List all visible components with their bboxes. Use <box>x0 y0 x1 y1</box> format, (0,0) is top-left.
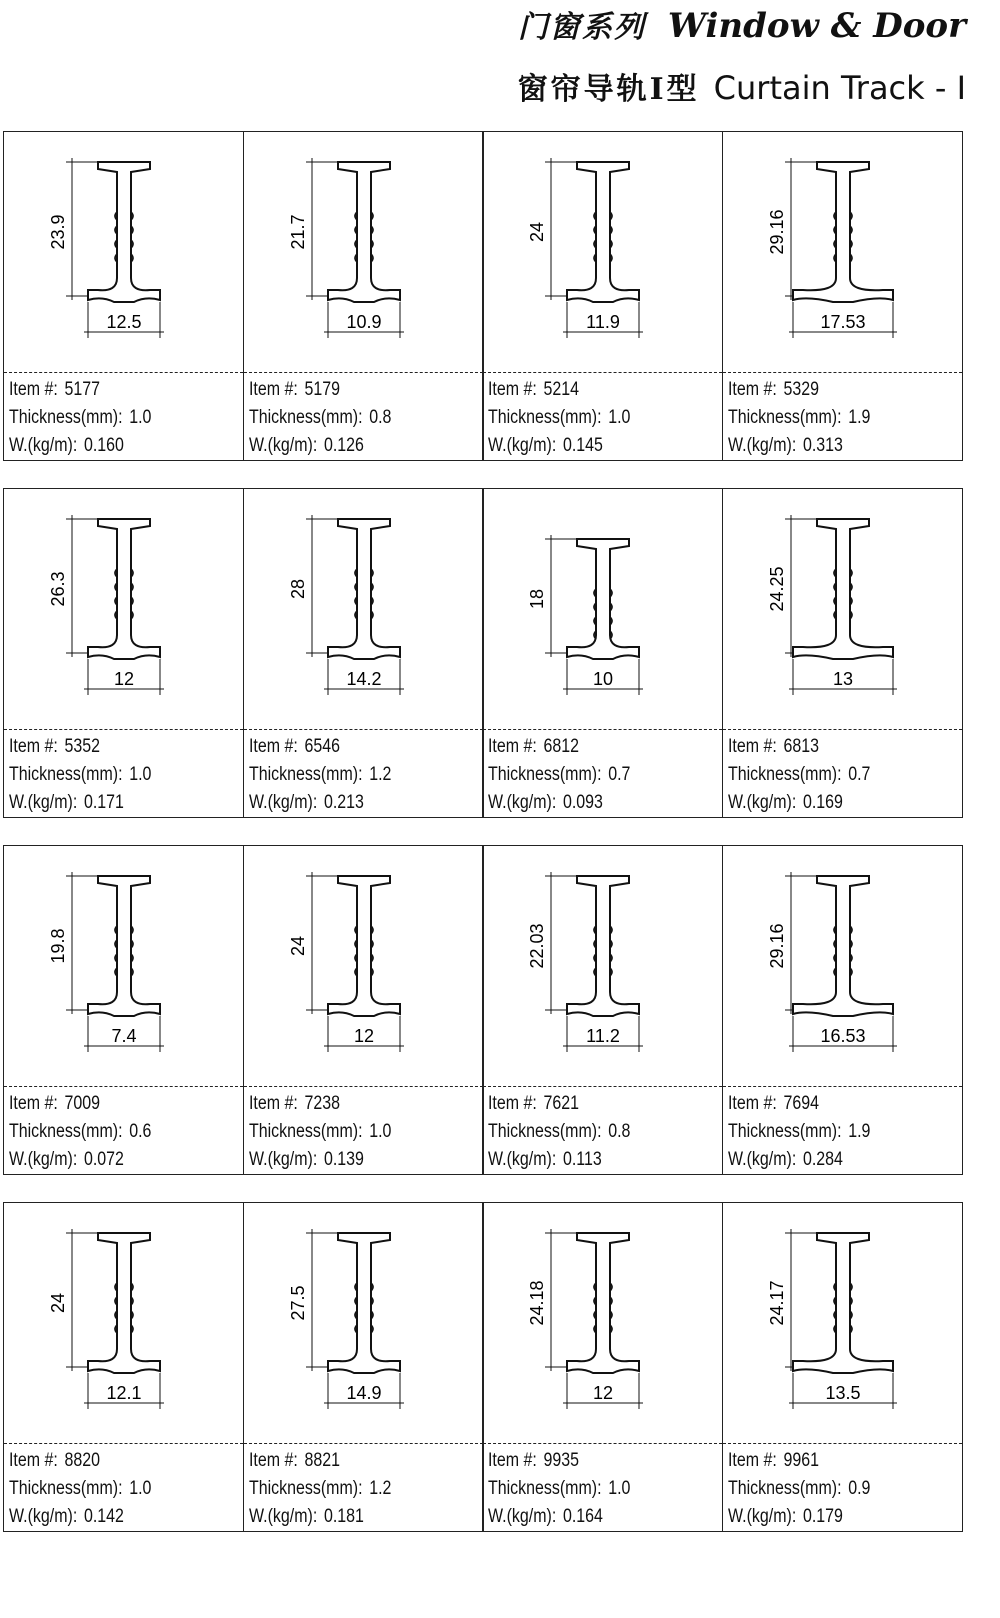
profile-card <box>243 1202 484 1532</box>
item-number-line <box>249 1090 391 1118</box>
weight-label: W.(kg/m): <box>727 792 796 813</box>
dashed-divider <box>244 729 483 730</box>
thickness-value: 1.9 <box>847 1121 870 1142</box>
item-number-label: Item #: <box>727 736 777 757</box>
weight-label: W.(kg/m): <box>488 792 557 813</box>
profile-specs <box>9 733 151 817</box>
dashed-divider <box>723 1443 962 1444</box>
thickness-line <box>728 404 870 432</box>
weight-line <box>488 1146 630 1174</box>
profile-drawing <box>4 132 242 372</box>
item-number-value: 8820 <box>64 1450 101 1471</box>
thickness-label: Thickness(mm): <box>488 407 602 428</box>
dashed-divider <box>723 372 962 373</box>
thickness-label: Thickness(mm): <box>9 764 123 785</box>
dashed-divider <box>723 729 962 730</box>
thickness-value: 1.0 <box>129 407 152 428</box>
profile-drawing-area <box>244 489 482 729</box>
height-dimension: 24.18 <box>527 1280 547 1326</box>
thickness-line <box>9 1475 151 1503</box>
dashed-divider <box>4 729 243 730</box>
item-number-label: Item #: <box>248 736 298 757</box>
item-number-label: Item #: <box>488 736 537 757</box>
width-dimension: 17.53 <box>819 312 866 332</box>
profile-card <box>482 488 723 818</box>
profile-outline <box>567 162 639 302</box>
profile-drawing <box>723 132 961 372</box>
profile-drawing <box>244 132 482 372</box>
width-dimension: 7.4 <box>111 1026 137 1046</box>
weight-label: W.(kg/m): <box>727 1149 796 1170</box>
weight-value: 0.284 <box>802 1149 843 1170</box>
item-number-label: Item #: <box>488 379 537 400</box>
profile-drawing <box>723 846 961 1086</box>
weight-value: 0.072 <box>83 1149 124 1170</box>
item-number-value: 6546 <box>304 736 340 757</box>
item-number-value: 5329 <box>783 379 819 400</box>
thickness-value: 0.8 <box>368 407 391 428</box>
item-number-label: Item #: <box>248 379 298 400</box>
profile-specs <box>488 733 630 817</box>
title-line <box>518 2 966 46</box>
width-dimension: 13.5 <box>824 1383 861 1403</box>
item-number-line <box>9 1447 151 1475</box>
thickness-label: Thickness(mm): <box>9 1121 123 1142</box>
item-number-label: Item #: <box>727 1093 777 1114</box>
weight-value: 0.313 <box>802 435 843 456</box>
profile-specs <box>728 1447 870 1531</box>
width-dimension: 12.5 <box>106 312 142 332</box>
profile-specs <box>249 376 391 460</box>
width-dimension: 14.9 <box>345 1383 382 1403</box>
item-number-value: 6813 <box>783 736 819 757</box>
profile-drawing-area <box>723 846 961 1086</box>
item-number-value: 7009 <box>64 1093 101 1114</box>
weight-label: W.(kg/m): <box>488 1506 557 1527</box>
profile-card <box>482 131 723 461</box>
item-number-line <box>488 1447 630 1475</box>
dashed-divider <box>4 1443 243 1444</box>
thickness-value: 1.0 <box>608 407 631 428</box>
profile-drawing <box>483 132 721 372</box>
profile-card <box>243 845 484 1175</box>
dashed-divider <box>483 1086 722 1087</box>
thickness-value: 1.0 <box>608 1478 631 1499</box>
profile-card <box>722 131 963 461</box>
profile-drawing <box>244 846 482 1086</box>
item-number-value: 7694 <box>783 1093 819 1114</box>
profile-outline <box>567 1233 639 1373</box>
profile-row <box>3 845 967 1177</box>
height-dimension: 27.5 <box>287 1285 308 1321</box>
profile-drawing <box>723 489 961 729</box>
width-dimension: 12 <box>113 669 135 689</box>
weight-label: W.(kg/m): <box>9 792 78 813</box>
weight-line <box>249 789 391 817</box>
height-dimension: 23.9 <box>48 214 68 250</box>
thickness-line <box>249 404 391 432</box>
profile-specs <box>249 1447 391 1531</box>
item-number-line <box>488 733 630 761</box>
thickness-label: Thickness(mm): <box>248 1478 363 1499</box>
thickness-line <box>249 1475 391 1503</box>
item-number-line <box>9 1090 151 1118</box>
weight-value: 0.126 <box>323 435 364 456</box>
weight-value: 0.145 <box>562 435 603 456</box>
height-dimension: 18 <box>527 588 547 610</box>
item-number-line <box>488 1090 630 1118</box>
subtitle-line <box>518 64 966 108</box>
weight-label: W.(kg/m): <box>488 435 557 456</box>
profile-specs <box>249 733 391 817</box>
thickness-value: 1.0 <box>129 764 152 785</box>
profile-drawing <box>483 846 721 1086</box>
dashed-divider <box>244 1086 483 1087</box>
profile-specs <box>9 376 151 460</box>
item-number-value: 7238 <box>304 1093 340 1114</box>
thickness-label: Thickness(mm): <box>727 1121 842 1142</box>
weight-line <box>728 1503 870 1531</box>
height-dimension: 24 <box>48 1292 68 1314</box>
profile-drawing <box>4 489 242 729</box>
dashed-divider <box>483 729 722 730</box>
weight-value: 0.213 <box>323 792 364 813</box>
thickness-value: 1.2 <box>368 1478 391 1499</box>
weight-line <box>9 432 151 460</box>
profile-outline <box>793 1233 893 1373</box>
weight-value: 0.113 <box>562 1149 602 1170</box>
profile-outline <box>328 1233 400 1373</box>
profile-card <box>482 1202 723 1532</box>
thickness-label: Thickness(mm): <box>727 407 842 428</box>
weight-line <box>728 432 870 460</box>
height-dimension: 24 <box>527 221 547 243</box>
height-dimension: 24 <box>287 935 308 957</box>
weight-line <box>9 789 151 817</box>
profile-specs <box>488 1090 630 1174</box>
thickness-line <box>488 404 630 432</box>
weight-value: 0.142 <box>83 1506 124 1527</box>
profile-outline <box>328 162 400 302</box>
item-number-line <box>249 376 391 404</box>
thickness-value: 0.9 <box>847 1478 870 1499</box>
profile-drawing-area <box>244 1203 482 1443</box>
profile-card <box>722 1202 963 1532</box>
weight-line <box>249 1503 391 1531</box>
width-dimension: 12 <box>592 1383 614 1403</box>
thickness-value: 1.0 <box>368 1121 391 1142</box>
item-number-value: 5179 <box>304 379 340 400</box>
profile-outline <box>793 162 893 302</box>
profile-outline <box>328 876 400 1016</box>
profile-row <box>3 488 967 820</box>
profile-specs <box>728 733 870 817</box>
weight-label: W.(kg/m): <box>248 1506 317 1527</box>
height-dimension: 29.16 <box>766 209 787 255</box>
profile-outline <box>88 876 160 1016</box>
profile-drawing-area <box>723 489 961 729</box>
profile-drawing-area <box>4 489 242 729</box>
thickness-line <box>249 761 391 789</box>
item-number-line <box>488 376 630 404</box>
profile-drawing-area <box>4 132 242 372</box>
item-number-label: Item #: <box>488 1093 537 1114</box>
weight-line <box>728 1146 870 1174</box>
thickness-line <box>728 761 870 789</box>
width-dimension: 14.2 <box>345 669 382 689</box>
item-number-label: Item #: <box>9 1093 58 1114</box>
item-number-line <box>249 733 391 761</box>
thickness-label: Thickness(mm): <box>9 1478 123 1499</box>
width-dimension: 10 <box>592 669 614 689</box>
weight-value: 0.181 <box>323 1506 364 1527</box>
item-number-label: Item #: <box>248 1450 298 1471</box>
weight-label: W.(kg/m): <box>727 435 796 456</box>
thickness-line <box>9 404 151 432</box>
item-number-value: 5177 <box>64 379 101 400</box>
thickness-label: Thickness(mm): <box>488 764 602 785</box>
title-english: Window & Door <box>667 6 966 46</box>
profile-card <box>3 488 244 818</box>
profile-drawing-area <box>723 1203 961 1443</box>
profile-drawing <box>244 489 482 729</box>
profile-outline <box>793 876 893 1016</box>
weight-value: 0.169 <box>802 792 843 813</box>
weight-label: W.(kg/m): <box>248 1149 317 1170</box>
profile-drawing-area <box>244 132 482 372</box>
weight-line <box>488 789 630 817</box>
profile-card <box>3 845 244 1175</box>
item-number-line <box>728 376 870 404</box>
thickness-line <box>488 761 630 789</box>
thickness-line <box>9 761 151 789</box>
item-number-value: 7621 <box>543 1093 580 1114</box>
weight-value: 0.164 <box>562 1506 603 1527</box>
item-number-label: Item #: <box>9 379 58 400</box>
thickness-label: Thickness(mm): <box>248 764 363 785</box>
weight-label: W.(kg/m): <box>9 1149 78 1170</box>
weight-line <box>249 1146 391 1174</box>
thickness-line <box>728 1475 870 1503</box>
profile-card <box>243 488 484 818</box>
height-dimension: 21.7 <box>287 214 308 250</box>
profile-drawing <box>483 489 721 729</box>
weight-value: 0.160 <box>83 435 124 456</box>
profile-specs <box>488 376 630 460</box>
item-number-value: 8821 <box>304 1450 340 1471</box>
item-number-line <box>9 376 151 404</box>
width-dimension: 16.53 <box>819 1026 866 1046</box>
profile-row <box>3 1202 967 1534</box>
thickness-label: Thickness(mm): <box>488 1478 602 1499</box>
weight-line <box>488 1503 630 1531</box>
weight-line <box>9 1503 151 1531</box>
profile-card <box>482 845 723 1175</box>
thickness-value: 1.2 <box>368 764 391 785</box>
height-dimension: 26.3 <box>48 571 68 607</box>
thickness-line <box>728 1118 870 1146</box>
profile-drawing-area <box>483 1203 721 1443</box>
profile-drawing <box>483 1203 721 1443</box>
thickness-value: 0.7 <box>608 764 631 785</box>
thickness-label: Thickness(mm): <box>248 1121 363 1142</box>
profile-drawing-area <box>483 489 721 729</box>
subtitle-chinese: 窗帘导轨I型 <box>517 72 700 107</box>
profile-row <box>3 131 967 463</box>
dashed-divider <box>483 1443 722 1444</box>
profile-outline <box>567 876 639 1016</box>
profile-outline <box>328 519 400 659</box>
item-number-line <box>728 1447 870 1475</box>
item-number-line <box>9 733 151 761</box>
thickness-value: 0.6 <box>129 1121 152 1142</box>
dashed-divider <box>244 1443 483 1444</box>
thickness-label: Thickness(mm): <box>727 764 842 785</box>
profile-card <box>243 131 484 461</box>
item-number-value: 6812 <box>543 736 580 757</box>
weight-value: 0.093 <box>562 792 603 813</box>
weight-label: W.(kg/m): <box>248 435 317 456</box>
item-number-label: Item #: <box>248 1093 298 1114</box>
dashed-divider <box>723 1086 962 1087</box>
item-number-line <box>728 1090 870 1118</box>
profile-card <box>722 845 963 1175</box>
profile-drawing-area <box>4 846 242 1086</box>
profile-drawing <box>723 1203 961 1443</box>
page-header <box>266 0 966 120</box>
profile-outline <box>88 162 160 302</box>
width-dimension: 11.9 <box>586 312 620 332</box>
item-number-label: Item #: <box>488 1450 537 1471</box>
weight-label: W.(kg/m): <box>727 1506 796 1527</box>
profile-outline <box>793 519 893 659</box>
profile-drawing-area <box>244 846 482 1086</box>
thickness-value: 0.8 <box>608 1121 631 1142</box>
thickness-line <box>9 1118 151 1146</box>
thickness-line <box>249 1118 391 1146</box>
height-dimension: 22.03 <box>527 923 547 969</box>
profile-specs <box>9 1090 151 1174</box>
weight-line <box>249 432 391 460</box>
item-number-line <box>728 733 870 761</box>
thickness-value: 1.0 <box>129 1478 152 1499</box>
profile-drawing-area <box>4 1203 242 1443</box>
thickness-label: Thickness(mm): <box>488 1121 602 1142</box>
thickness-label: Thickness(mm): <box>248 407 363 428</box>
item-number-label: Item #: <box>727 1450 777 1471</box>
dashed-divider <box>483 372 722 373</box>
profile-specs <box>728 1090 870 1174</box>
weight-label: W.(kg/m): <box>488 1149 557 1170</box>
weight-line <box>9 1146 151 1174</box>
item-number-label: Item #: <box>727 379 777 400</box>
thickness-value: 0.7 <box>847 764 870 785</box>
thickness-label: Thickness(mm): <box>727 1478 842 1499</box>
item-number-line <box>249 1447 391 1475</box>
profile-drawing <box>244 1203 482 1443</box>
profile-card <box>3 1202 244 1532</box>
thickness-value: 1.9 <box>847 407 870 428</box>
profile-specs <box>249 1090 391 1174</box>
profile-outline <box>567 539 639 659</box>
dashed-divider <box>4 372 243 373</box>
item-number-value: 9961 <box>783 1450 819 1471</box>
item-number-value: 5214 <box>543 379 580 400</box>
title-chinese: 门窗系列 <box>517 10 646 45</box>
weight-label: W.(kg/m): <box>9 1506 78 1527</box>
profile-drawing-area <box>723 132 961 372</box>
weight-value: 0.171 <box>83 792 124 813</box>
height-dimension: 29.16 <box>766 923 787 969</box>
width-dimension: 13 <box>832 669 853 689</box>
weight-value: 0.179 <box>802 1506 843 1527</box>
thickness-line <box>488 1475 630 1503</box>
profile-card <box>3 131 244 461</box>
thickness-line <box>488 1118 630 1146</box>
width-dimension: 10.9 <box>345 312 382 332</box>
height-dimension: 24.25 <box>766 566 787 612</box>
profile-specs <box>9 1447 151 1531</box>
weight-line <box>488 432 630 460</box>
item-number-value: 5352 <box>64 736 101 757</box>
item-number-value: 9935 <box>543 1450 580 1471</box>
width-dimension: 12 <box>353 1026 374 1046</box>
weight-value: 0.139 <box>323 1149 364 1170</box>
dashed-divider <box>4 1086 243 1087</box>
height-dimension: 28 <box>287 578 308 600</box>
profile-card <box>722 488 963 818</box>
profile-specs <box>488 1447 630 1531</box>
weight-label: W.(kg/m): <box>9 435 78 456</box>
profile-outline <box>88 1233 160 1373</box>
subtitle-english: Curtain Track - I <box>713 69 966 107</box>
dashed-divider <box>244 372 483 373</box>
height-dimension: 24.17 <box>766 1280 787 1326</box>
profile-drawing-area <box>483 846 721 1086</box>
profile-drawing-area <box>483 132 721 372</box>
profile-specs <box>728 376 870 460</box>
profile-drawing <box>4 846 242 1086</box>
profile-drawing <box>4 1203 242 1443</box>
height-dimension: 19.8 <box>48 928 68 964</box>
width-dimension: 11.2 <box>586 1026 620 1046</box>
profile-outline <box>88 519 160 659</box>
weight-line <box>728 789 870 817</box>
item-number-label: Item #: <box>9 736 58 757</box>
width-dimension: 12.1 <box>106 1383 142 1403</box>
item-number-label: Item #: <box>9 1450 58 1471</box>
weight-label: W.(kg/m): <box>248 792 317 813</box>
thickness-label: Thickness(mm): <box>9 407 123 428</box>
